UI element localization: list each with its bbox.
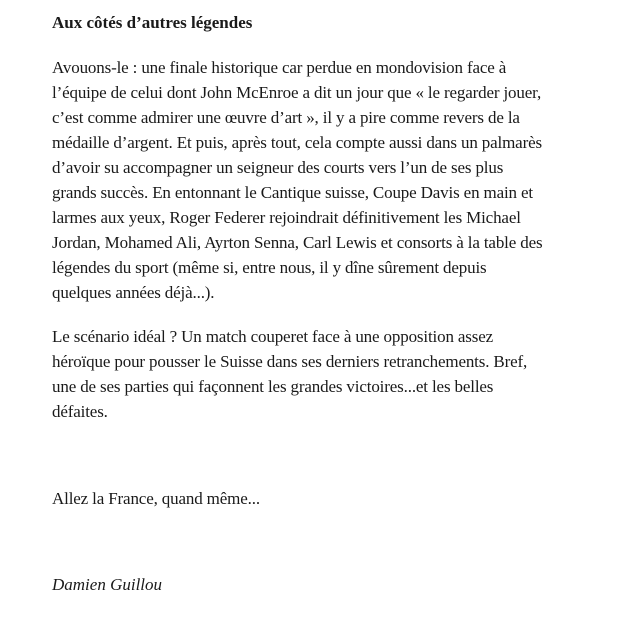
paragraph-1-line: Avouons-le : une finale historique car perdue en mondovision face à [52, 58, 507, 77]
paragraph-1-line: l’équipe de celui dont John McEnroe a dit un jour que « le regarder jouer, [52, 83, 542, 102]
author-signature: Damien Guillou [52, 575, 163, 594]
paragraph-1-line: médaille d’argent. Et puis, après tout, cela compte aussi dans un palmarès [52, 133, 542, 152]
paragraph-2-line: Le scénario idéal ? Un match couperet face à une opposition assez [52, 327, 494, 346]
paragraph-1-line: grands succès. En entonnant le Cantique suisse, Coupe Davis en main et [52, 183, 533, 202]
paragraph-1-line: légendes du sport (même si, entre nous, il y dîne sûrement depuis [52, 258, 487, 277]
paragraph-2-line: défaites. [52, 402, 108, 421]
section-heading: Aux côtés d’autres légendes [52, 13, 253, 32]
paragraph-1-line: Jordan, Mohamed Ali, Ayrton Senna, Carl Lewis et consorts à la table des [52, 233, 543, 252]
paragraph-2 [52, 324, 527, 424]
paragraph-3: Allez la France, quand même... [52, 489, 260, 508]
paragraph-1-line: quelques années déjà...). [52, 283, 215, 302]
paragraph-1 [52, 55, 542, 305]
paragraph-1-line: c’est comme admirer une œuvre d’art », il y a pire comme revers de la [52, 108, 520, 127]
paragraph-1-line: larmes aux yeux, Roger Federer rejoindrait définitivement les Michael [52, 208, 521, 227]
paragraph-1-line: d’avoir su accompagner un seigneur des courts vers l’un de ses plus [52, 158, 504, 177]
paragraph-2-line: une de ses parties qui façonnent les grandes victoires...et les belles [52, 377, 494, 396]
paragraph-2-line: héroïque pour pousser le Suisse dans ses derniers retranchements. Bref, [52, 352, 528, 371]
